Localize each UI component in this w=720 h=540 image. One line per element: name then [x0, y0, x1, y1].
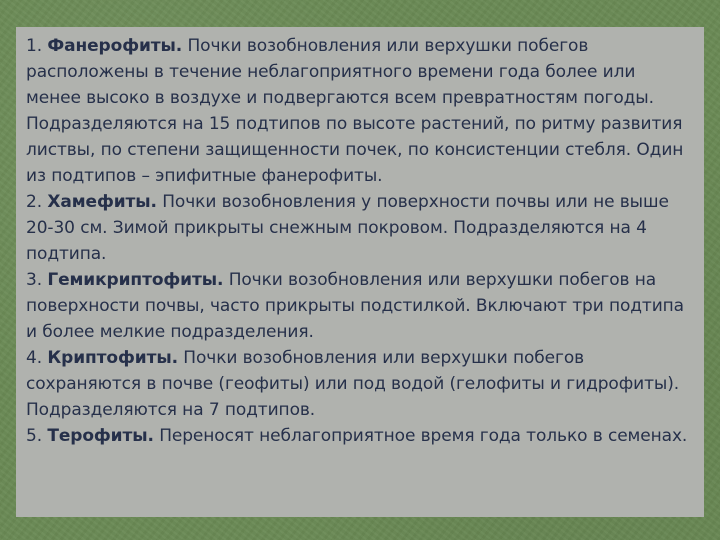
item-description: Почки возобновления или верхушки побегов расположены в течение неблагоприятного времени года более или менее высоко в воздухе и подвергаются всем превратностям погоды. Подразделяются на 15 подтипов по высоте растений, по ритму развития листвы, по степени защищенности почек, по консистенции стебля. Один из подтипов – эпифитные фанерофиты.: [26, 36, 684, 186]
item-number: 1.: [26, 36, 43, 56]
item-description: Почки возобновления у поверхности почвы или не выше 20-30 см. Зимой прикрыты снежным покровом. Подразделяются на 4 подтипа.: [26, 192, 669, 264]
slide-text-box: [16, 27, 704, 517]
list-item-phanerophytes: [26, 33, 694, 189]
item-term: Хамефиты.: [47, 192, 157, 212]
item-term: Криптофиты.: [47, 348, 178, 368]
item-description: Переносят неблагоприятное время года только в семенах.: [159, 426, 688, 446]
item-number: 4.: [26, 348, 43, 368]
list-item-chamaephytes: [26, 189, 694, 267]
item-term: Гемикриптофиты.: [47, 270, 224, 290]
item-number: 3.: [26, 270, 43, 290]
list-item-cryptophytes: [26, 345, 694, 423]
item-number: 2.: [26, 192, 43, 212]
list-item-hemicryptophytes: [26, 267, 694, 345]
item-term: Фанерофиты.: [47, 36, 183, 56]
item-number: 5.: [26, 426, 43, 446]
list-item-therophytes: [26, 423, 694, 449]
item-description: Почки возобновления или верхушки побегов сохраняются в почве (геофиты) или под водой (гелофиты и гидрофиты). Подразделяются на 7 подтипов.: [26, 348, 680, 420]
item-term: Терофиты.: [47, 426, 154, 446]
item-description: Почки возобновления или верхушки побегов на поверхности почвы, часто прикрыты подстилкой. Включают три подтипа и более мелкие подразделения.: [26, 270, 684, 342]
